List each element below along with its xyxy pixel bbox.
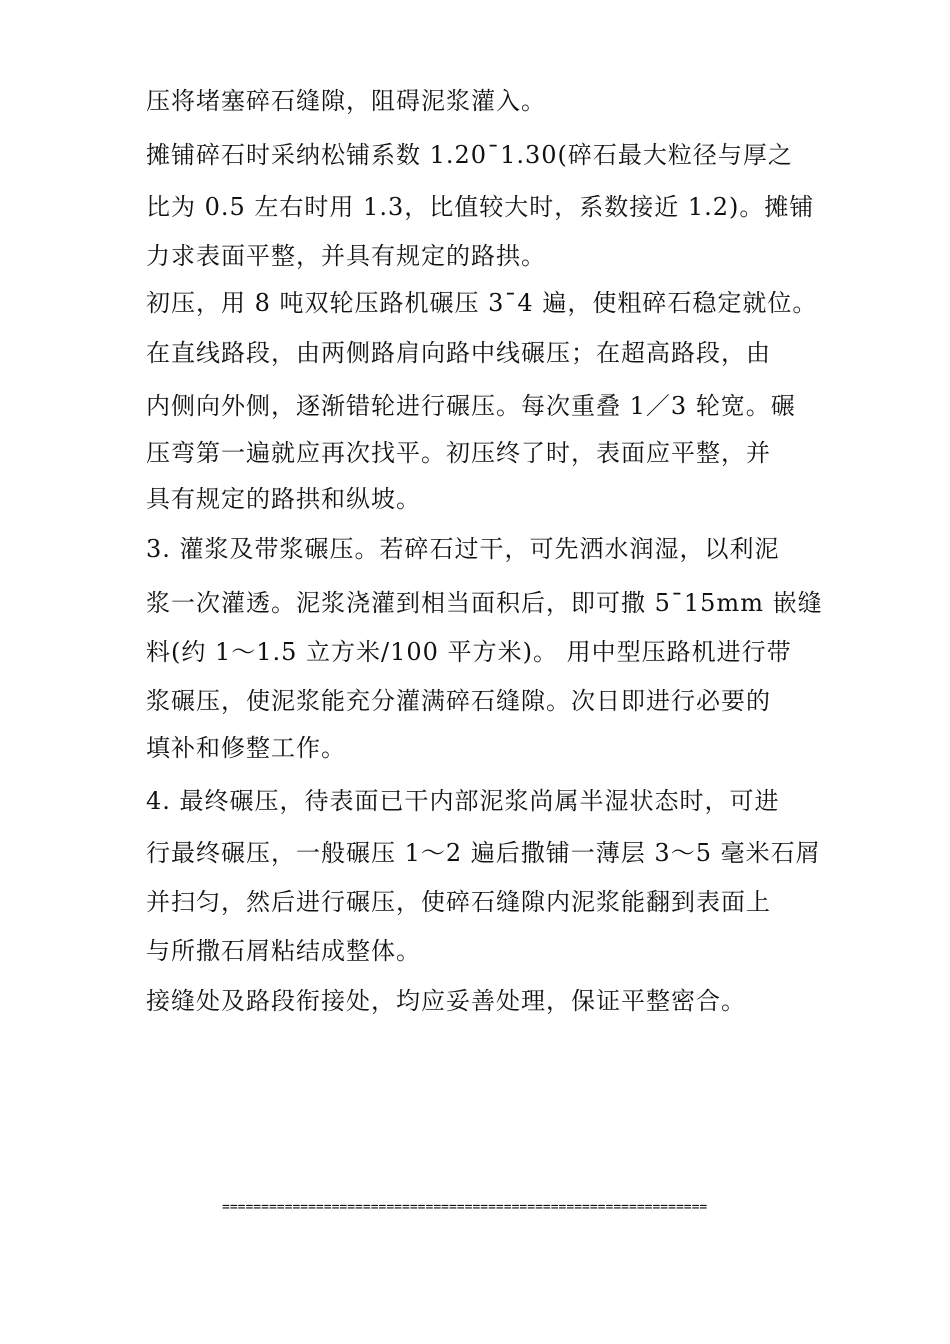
text-line: 力求表面平整，并具有规定的路拱。 [146, 242, 546, 270]
text-line: 压弯第一遍就应再次找平。初压终了时，表面应平整，并 [146, 439, 771, 467]
text-line: 填补和修整工作。 [146, 734, 346, 762]
text-line: 浆一次灌透。泥浆浇灌到相当面积后，即可撒 5¯15mm 嵌缝 [146, 589, 823, 617]
text-line: 浆碾压，使泥浆能充分灌满碎石缝隙。次日即进行必要的 [146, 687, 771, 715]
text-line: 3. 灌浆及带浆碾压。若碎石过干，可先洒水润湿，以利泥 [146, 535, 780, 563]
text-line: 压将堵塞碎石缝隙，阻碍泥浆灌入。 [146, 87, 546, 115]
text-line: 4. 最终碾压，待表面已干内部泥浆尚属半湿状态时，可进 [146, 787, 780, 815]
text-line: 与所撒石屑粘结成整体。 [146, 937, 421, 965]
text-line: 内侧向外侧，逐渐错轮进行碾压。每次重叠 1／3 轮宽。碾 [146, 392, 796, 420]
text-line: 并扫匀，然后进行碾压，使碎石缝隙内泥浆能翻到表面上 [146, 888, 771, 916]
text-line: 初压，用 8 吨双轮压路机碾压 3¯4 遍，使粗碎石稳定就位。 [146, 289, 818, 317]
text-line: 料(约 1～1.5 立方米/100 平方米)。 用中型压路机进行带 [146, 638, 792, 666]
text-line: 具有规定的路拱和纵坡。 [146, 485, 421, 513]
text-line: 摊铺碎石时采纳松铺系数 1.20¯1.30(碎石最大粒径与厚之 [146, 141, 793, 169]
text-line: 行最终碾压，一般碾压 1～2 遍后撒铺一薄层 3～5 毫米石屑 [146, 839, 821, 867]
text-line: 在直线路段，由两侧路肩向路中线碾压；在超高路段，由 [146, 339, 771, 367]
text-line: 比为 0.5 左右时用 1.3，比值较大时，系数接近 1.2)。摊铺 [146, 193, 815, 221]
text-line: 接缝处及路段衔接处，均应妥善处理，保证平整密合。 [146, 987, 746, 1015]
separator-line: ============================================================== [222, 1200, 708, 1215]
